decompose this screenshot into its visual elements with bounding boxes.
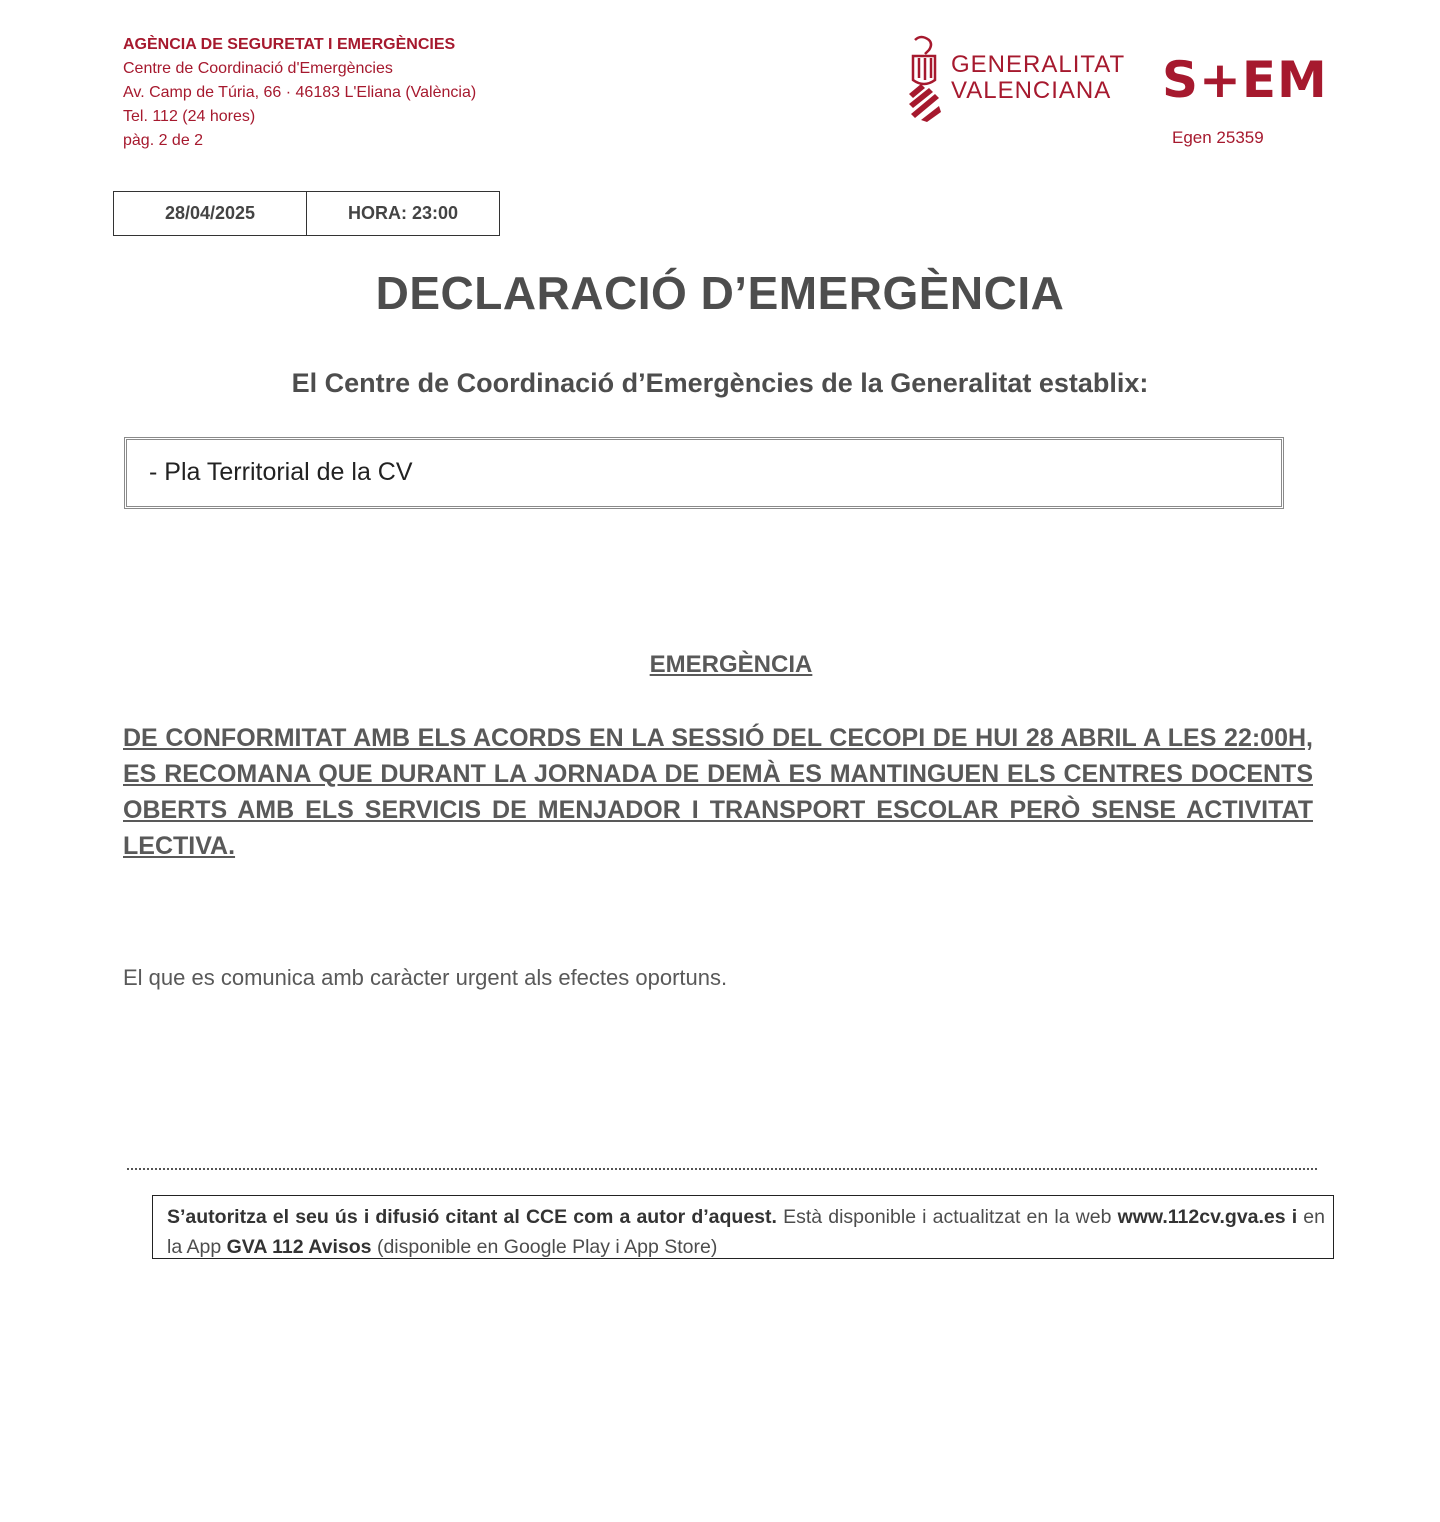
agency-header: [123, 33, 476, 153]
sem-logo: S+EM: [1162, 51, 1328, 109]
footer-app-name: GVA 112 Avisos: [226, 1236, 372, 1258]
footer-notice: [152, 1195, 1334, 1259]
egen-reference: Egen 25359: [1172, 128, 1264, 147]
agency-name: AGÈNCIA DE SEGURETAT I EMERGÈNCIES: [123, 36, 456, 53]
document-subtitle: El Centre de Coordinació d’Emergències de la Generalitat establix:: [291, 368, 1149, 398]
agency-center: Centre de Coordinació d'Emergències: [123, 60, 393, 77]
hour-cell: HORA: 23:00: [347, 203, 459, 223]
emergency-heading: EMERGÈNCIA: [649, 651, 813, 678]
agency-address: Av. Camp de Túria, 66 · 46183 L'Eliana (València): [123, 84, 477, 101]
footer-text-1: Està disponible i actualitzat en la web: [776, 1206, 1118, 1228]
emergency-text: DE CONFORMITAT AMB ELS ACORDS EN LA SESSIÓ DEL CECOPI DE HUI 28 ABRIL A LES 22:00H, ES RECOMANA QUE DURANT LA JORNADA DE DEMÀ ES MANTINGUEN ELS CENTRES DOCENTS OBERTS AMB ELS SERVICIS DE MENJADOR I TRANSPORT ESCOLAR PERÒ SENSE ACTIVITAT LECTIVA.: [123, 724, 1313, 860]
footer-url: www.112cv.gva.es i: [1117, 1206, 1298, 1228]
gv-line-1: GENERALITAT: [951, 51, 1126, 78]
date-hour-box: [113, 191, 500, 236]
date-cell: 28/04/2025: [114, 192, 307, 235]
footer-text-2: en la App: [167, 1206, 1325, 1258]
footer-text-3: (disponible en Google Play i App Store): [371, 1236, 718, 1258]
plan-box: [124, 437, 1284, 509]
generalitat-wordmark: [951, 52, 1125, 104]
page-number: pàg. 2 de 2: [123, 132, 204, 149]
gv-line-2: VALENCIANA: [951, 77, 1112, 104]
footer-authorization: S’autoritza el seu ús i difusió citant al CCE com a autor d’aquest.: [167, 1206, 777, 1228]
generalitat-emblem-icon: [905, 34, 945, 124]
plan-text: - Pla Territorial de la CV: [149, 458, 413, 486]
closing-text: El que es comunica amb caràcter urgent als efectes oportuns.: [123, 965, 728, 990]
document-title: DECLARACIÓ D’EMERGÈNCIA: [375, 267, 1065, 319]
agency-phone: Tel. 112 (24 hores): [123, 108, 256, 125]
dotted-separator: [127, 1168, 1317, 1170]
generalitat-logo: [905, 34, 1125, 124]
